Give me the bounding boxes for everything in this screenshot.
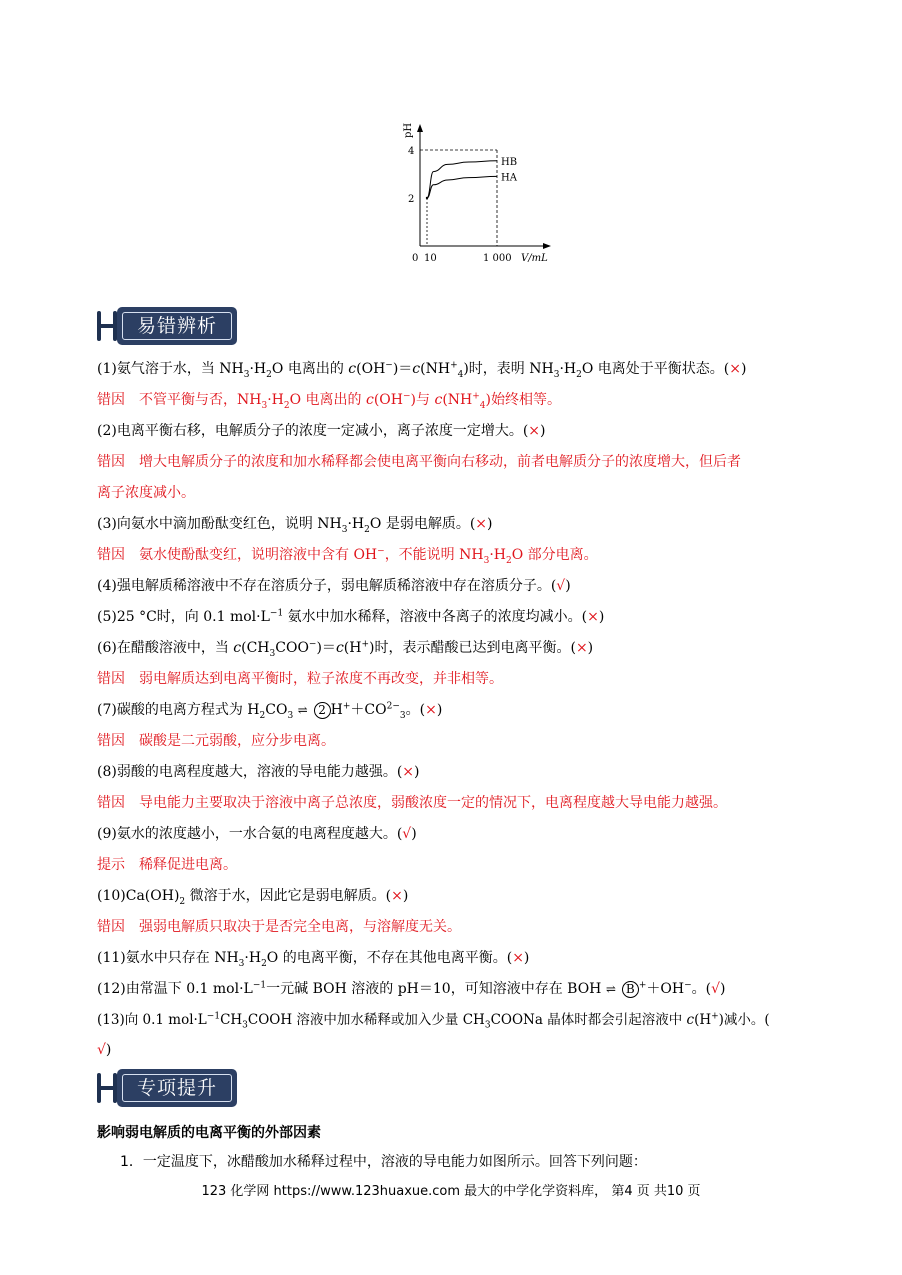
explanation-2: 错因 增大电解质分子的浓度和加水稀释都会使电离平衡向右移动，前者电解质分子的浓度增大，但后者	[97, 454, 741, 470]
item-2: (2)电离平衡右移，电解质分子的浓度一定减小，离子浓度一定增大。(×)	[97, 423, 546, 439]
x-axis-arrow	[543, 243, 551, 249]
item-5: (5)25 °C时，向 0.1 $mol\cdot L^{-1}$ 氨水中加水稀释，溶液中各离子的浓度均减小。(×)	[97, 608, 605, 625]
explanation-3: 错因 氨水使酚酞变红，说明溶液中含有 OH−，不能说明 $NH_3\cdot H_2O$ 部分电离。	[97, 546, 598, 566]
item-11: (11)氨水中只存在 $NH_3\cdot H_2O$ 的电离平衡，不存在其他电离平衡。(×)	[97, 950, 530, 969]
answer-mark: ×	[475, 516, 488, 532]
x-tick-label: 10	[424, 253, 437, 264]
item-8: (8)弱酸的电离程度越大，溶液的导电能力越强。(×)	[97, 764, 420, 780]
series-line-ha	[427, 176, 497, 198]
explanation-6: 错因 弱电解质达到电离平衡时，粒子浓度不再改变，并非相等。	[97, 671, 503, 687]
item-7: (7)碳酸的电离方程式为 $H_2CO_3$ ⇌ 2 $H^++CO^{2-}_3$。(×)	[97, 701, 443, 721]
banner-title: 易错辨析	[122, 312, 232, 340]
explanation-7: 错因 碳酸是二元弱酸，应分步电离。	[97, 733, 335, 749]
series-label-ha: HA	[501, 172, 517, 184]
x-tick-label: 0	[412, 253, 419, 264]
answer-mark: √	[711, 981, 721, 997]
explanation-1: 错因 不管平衡与否，$NH_3\cdot H_2O$ 电离出的 c(OH−)与 $c(NH^+_4)$始终相等。	[97, 391, 561, 411]
banner-special-improvement	[97, 1067, 239, 1109]
explanation-9: 提示 稀释促进电离。	[97, 857, 237, 873]
page-footer: 123 化学网 https://www.123huaxue.com 最大的中学化学资料库， 第4 页 共10 页	[201, 1184, 701, 1199]
start-point	[426, 197, 428, 199]
banner-error-analysis	[97, 305, 239, 347]
explanation-10: 错因 强弱电解质只取决于是否完全电离，与溶解度无关。	[97, 919, 461, 935]
answer-mark: √	[402, 826, 412, 842]
item-13-cont: √)	[97, 1042, 112, 1058]
explanation-8: 错因 导电能力主要取决于溶液中离子总浓度，弱酸浓度一定的情况下，电离程度越大导电能力越强。	[97, 795, 727, 811]
answer-mark: ×	[402, 764, 415, 780]
y-tick-label: 2	[408, 194, 415, 205]
answer-mark: ×	[391, 888, 403, 904]
circled-mark: B	[622, 981, 639, 998]
answer-mark: ×	[425, 702, 437, 718]
item-4: (4)强电解质稀溶液中不存在溶质分子，弱电解质稀溶液中存在溶质分子。(√)	[97, 578, 571, 594]
item-3: (3)向氨水中滴加酚酞变红色，说明 $NH_3\cdot H_2O$ 是弱电解质。(×)	[97, 516, 493, 535]
answer-mark: ×	[575, 640, 588, 656]
item-1: (1)氨气溶于水，当 $NH_3\cdot H_2O$ 电离出的 $c(OH^-)=c(NH^+_4)$时，表明 $NH_3\cdot H_2O$ 电离处于平衡状态。(×)	[97, 360, 747, 380]
item-12: (12)由常温下 0.1 $mol\cdot L^{-1}$一元碱 BOH 溶液的 pH＝10，可知溶液中存在 BOH ⇌ B +＋OH−。(√)	[97, 980, 726, 997]
x-tick-label: 1 000	[483, 253, 512, 264]
item-9: (9)氨水的浓度越小，一水合氨的电离程度越大。(√)	[97, 826, 417, 842]
x-axis-label: V/mL	[521, 253, 548, 264]
y-axis-arrow	[417, 124, 423, 132]
answer-mark: √	[97, 1042, 106, 1058]
equilibrium-arrow-icon: ⇌	[297, 703, 308, 717]
ph-dilution-chart	[395, 118, 560, 268]
series-line-hb	[427, 161, 497, 198]
answer-mark: ×	[587, 609, 599, 625]
question-1: 1．一定温度下，冰醋酸加水稀释过程中，溶液的导电能力如图所示。回答下列问题：	[120, 1154, 647, 1170]
y-tick-label: 4	[408, 146, 415, 157]
circled-mark: 2	[314, 702, 331, 719]
answer-mark: √	[556, 578, 566, 594]
y-axis-label: pH	[403, 122, 414, 138]
explanation-2-cont: 离子浓度减小。	[97, 485, 195, 501]
item-13: (13)向 0.1 $mol\cdot L^{-1}CH_3COOH$ 溶液中加水稀释或加入少量 $CH_3COONa$ 晶体时都会引起溶液中 c(H+)减小。(	[97, 1011, 770, 1031]
series-label-hb: HB	[501, 156, 518, 168]
equilibrium-arrow-icon: ⇌	[605, 982, 616, 996]
item-10: $(10)Ca(OH)_2$ 微溶于水，因此它是弱电解质。(×)	[97, 888, 409, 907]
banner-title: 专项提升	[122, 1074, 232, 1102]
answer-mark: ×	[512, 950, 524, 966]
item-6: (6)在醋酸溶液中，当 $c(CH_3COO^-)=c(H^+)$时，表示醋酸已达到电离平衡。(×)	[97, 639, 594, 659]
answer-mark: ×	[528, 423, 541, 439]
answer-mark: ×	[729, 361, 741, 377]
section-title: 影响弱电解质的电离平衡的外部因素	[97, 1125, 321, 1141]
